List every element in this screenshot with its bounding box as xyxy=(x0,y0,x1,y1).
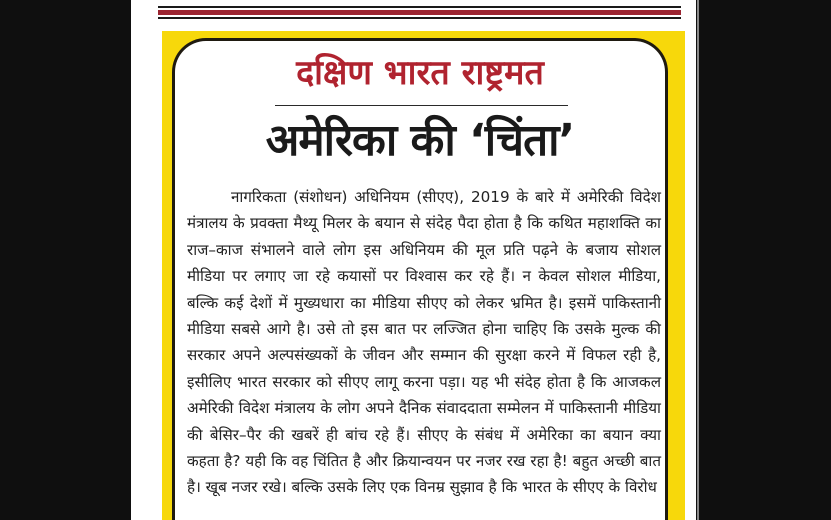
masthead-divider xyxy=(275,105,568,106)
editorial-frame xyxy=(162,31,685,520)
headline: अमेरिका की ‘चिंता’ xyxy=(265,115,575,166)
page-edge xyxy=(697,0,699,520)
top-rule-thin-upper xyxy=(158,6,681,8)
top-rule-red xyxy=(158,10,681,15)
newspaper-clipping xyxy=(131,0,696,520)
top-rule-thin-lower xyxy=(158,17,681,19)
editorial-box xyxy=(172,38,668,520)
masthead: दक्षिण भारत राष्ट्रमत xyxy=(296,53,544,93)
article-body: नागरिकता (संशोधन) अधिनियम (सीएए), 2019 के बारे में अमेरिकी विदेश मंत्रालय के प्रवक्ता मैथ्यू मिलर के बयान से संदेह पैदा होता है कि कथित महाशक्ति का राज–काज संभालने वाले लोग इस अधिनियम की मूल प्रति पढ़ने के बजाय सोशल मीडिया पर लगाए जा रहे कयासों पर विश्वास कर रहे हैं। न केवल सोशल मीडिया, बल्कि कई देशों में मुख्यधारा का मीडिया सीएए को लेकर भ्रमित है। इसमें पाकिस्तानी मीडिया सबसे आगे है। उसे तो इस बात पर लज्जित होना चाहिए कि उसके मुल्क की सरकार अपने अल्पसंख्यकों के जीवन और सम्मान की सुरक्षा करने में विफल रही है, इसीलिए भारत सरकार को सीएए लागू करना पड़ा। यह भी संदेह होता है कि आजकल अमेरिकी विदेश मंत्रालय के लोग अपने दैनिक संवाददाता सम्मेलन में पाकिस्तानी मीडिया की बेसिर–पैर की खबरें ही बांच रहे हैं। सीएए के संबंध में अमेरिका का बयान क्या कहता है? यही कि वह चिंतित है और क्रियान्वयन पर नजर रख रहा है! बहुत अच्छी बात है। खूब नजर रखे। बल्कि उसके लिए एक विनम्र सुझाव है कि भारत के सीएए के विरोध xyxy=(187,188,661,497)
